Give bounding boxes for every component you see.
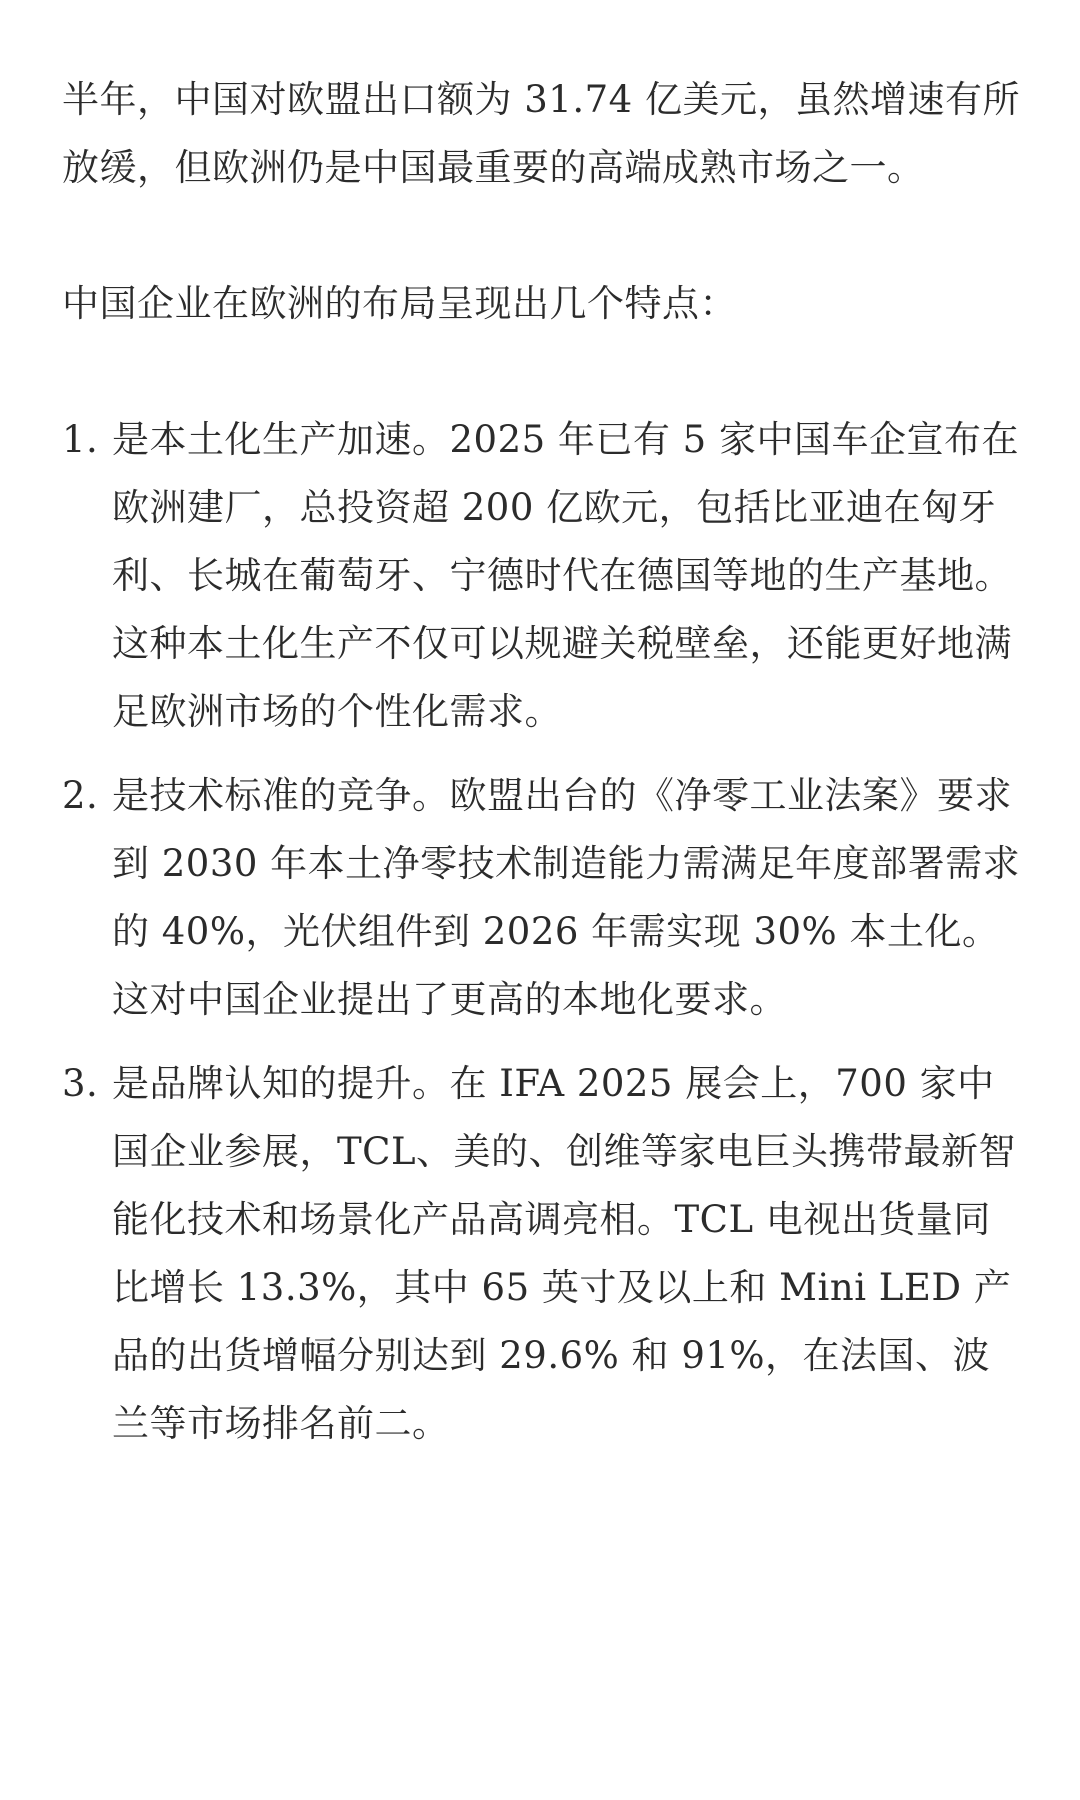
list-item-text: 是品牌认知的提升。在 IFA 2025 展会上，700 家中国企业参展，TCL、美的、创维等家电巨头携带最新智能化技术和场景化产品高调亮相。TCL 电视出货量同比增长 13.3%，其中 65 英寸及以上和 Mini LED 产品的出货增幅分别达到 29.6% 和 91%，在法国、波兰等市场排名前二。 bbox=[112, 1062, 1017, 1445]
list-item-number: 1. bbox=[62, 418, 99, 461]
paragraph-spacer bbox=[62, 338, 1022, 406]
article-body bbox=[62, 66, 1022, 1474]
paragraph-spacer bbox=[62, 202, 1022, 270]
list-item-text: 是技术标准的竞争。欧盟出台的《净零工业法案》要求到 2030 年本土净零技术制造能力需满足年度部署需求的 40%，光伏组件到 2026 年需实现 30% 本土化。这对中国企业提出了更高的本地化要求。 bbox=[112, 774, 1021, 1021]
list-item-text: 是本土化生产加速。2025 年已有 5 家中国车企宣布在欧洲建厂，总投资超 200 亿欧元，包括比亚迪在匈牙利、长城在葡萄牙、宁德时代在德国等地的生产基地。这种本土化生产不仅可以规避关税壁垒，还能更好地满足欧洲市场的个性化需求。 bbox=[112, 418, 1019, 733]
list-item bbox=[62, 406, 1022, 746]
intro-paragraph: 半年，中国对欧盟出口额为 31.74 亿美元，虽然增速有所放缓，但欧洲仍是中国最重要的高端成熟市场之一。 bbox=[62, 78, 1020, 189]
list-item-number: 2. bbox=[62, 774, 99, 817]
lead-paragraph: 中国企业在欧洲的布局呈现出几个特点： bbox=[62, 282, 737, 325]
list-item bbox=[62, 762, 1022, 1034]
list-item-number: 3. bbox=[62, 1062, 99, 1105]
feature-list bbox=[62, 406, 1022, 1458]
list-item bbox=[62, 1050, 1022, 1458]
